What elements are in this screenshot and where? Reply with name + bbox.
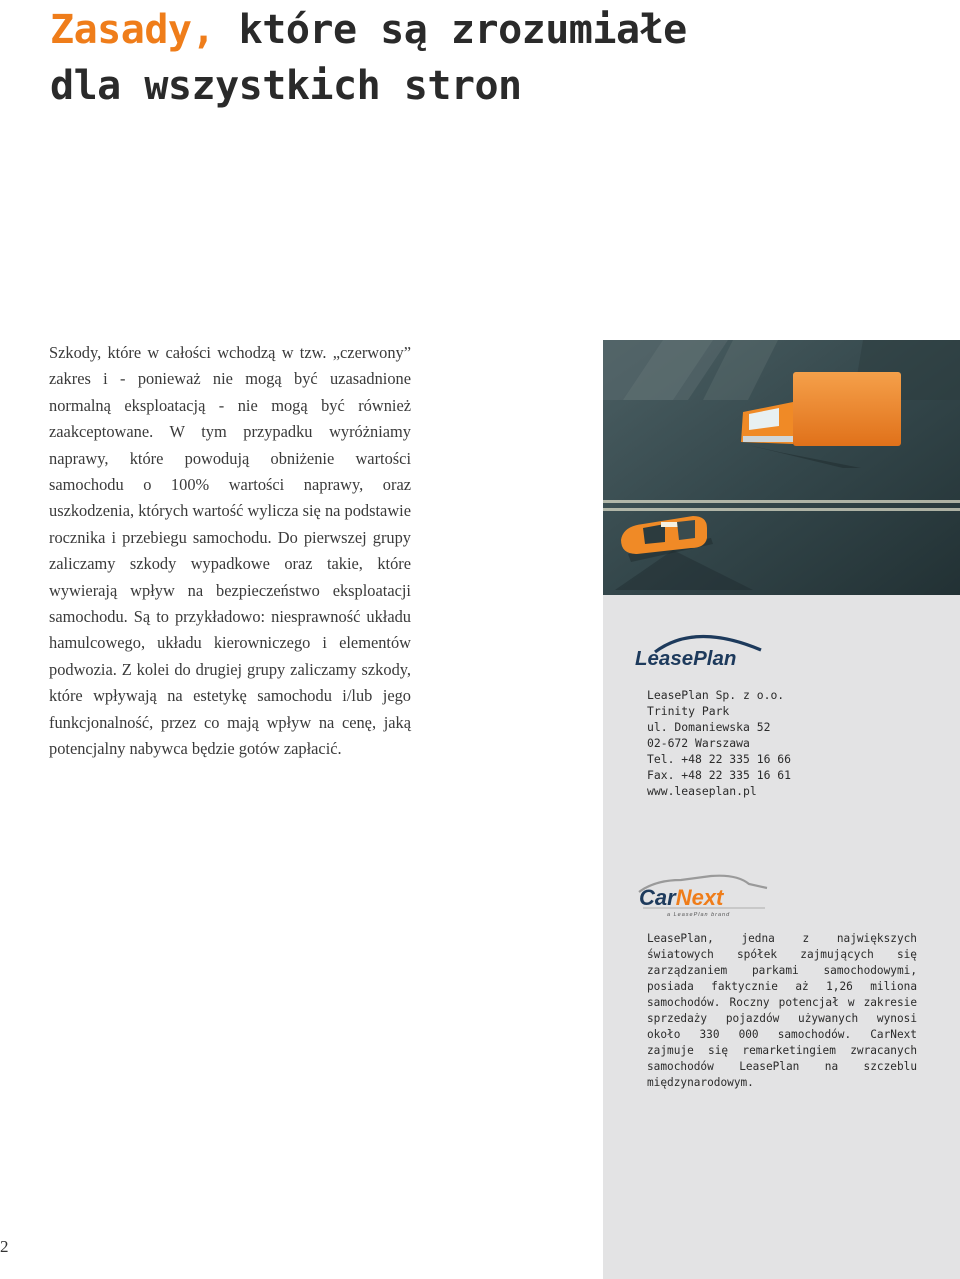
contact-block bbox=[647, 687, 947, 799]
about-carnext: LeasePlan, jedna z największych światowych spółek zajmujących się zarządzaniem parkami samochodowymi, posiada faktycznie aż 1,26 miliona samochodów. Roczny potencjał w zakresie sprzedaży pojazdów używanych wynosi około 330 000 samochodów. CarNext zajmuje się remarketingiem zwracanych samochodów LeasePlan na szczeblu międzynarodowym. bbox=[647, 932, 917, 1089]
title-line2: dla wszystkich stron bbox=[50, 63, 522, 109]
contact-city: 02-672 Warszawa bbox=[647, 736, 750, 750]
leaseplan-logo bbox=[633, 630, 763, 680]
page-number: 2 bbox=[0, 1237, 9, 1256]
contact-fax: Fax. +48 22 335 16 61 bbox=[647, 768, 792, 782]
contact-street: ul. Domaniewska 52 bbox=[647, 720, 771, 734]
svg-text:LeasePlan: LeasePlan bbox=[635, 647, 737, 670]
contact-website[interactable]: www.leaseplan.pl bbox=[647, 784, 757, 798]
title-accent: Zasady, bbox=[50, 7, 216, 53]
carnext-logo bbox=[637, 870, 771, 920]
svg-text:a LeasePlan brand: a LeasePlan brand bbox=[667, 912, 731, 918]
body-paragraph: Szkody, które w całości wchodzą w tzw. „czerwony” zakres i - ponieważ nie mogą być uzasadnione normalną eksploatacją - nie mogą być również zaakceptowane. W tym przypadku wyróżniamy naprawy, które powodują obniżenie wartości samochodu o 100% wartości naprawy, oraz uszkodzenia, których wartość wylicza się na podstawie rocznika i przebiegu samochodu. Do pierwszej grupy zaliczamy szkody wypadkowe oraz takie, które wywierają wpływ na bezpieczeństwo eksploatacji samochodu. Są to przykładowo: niesprawność układu hamulcowego, układu kierowniczego i elementów podwozia. Z kolei do drugiej grupy zaliczamy szkody, które wpływają na estetykę samochodu i/lub jego funkcjonalność, przez co mają wpływ na cenę, jaką potencjalny nabywca będzie gotów zapłacić. bbox=[49, 343, 411, 759]
contact-company: LeasePlan Sp. z o.o. bbox=[647, 688, 785, 702]
svg-text:CarNext: CarNext bbox=[639, 885, 724, 910]
title-line1-rest: które są zrozumiałe bbox=[215, 7, 687, 53]
info-sidebar bbox=[603, 340, 960, 1279]
street-photo bbox=[603, 340, 960, 595]
contact-building: Trinity Park bbox=[647, 704, 730, 718]
contact-phone: Tel. +48 22 335 16 66 bbox=[647, 752, 792, 766]
page-title bbox=[50, 2, 687, 114]
